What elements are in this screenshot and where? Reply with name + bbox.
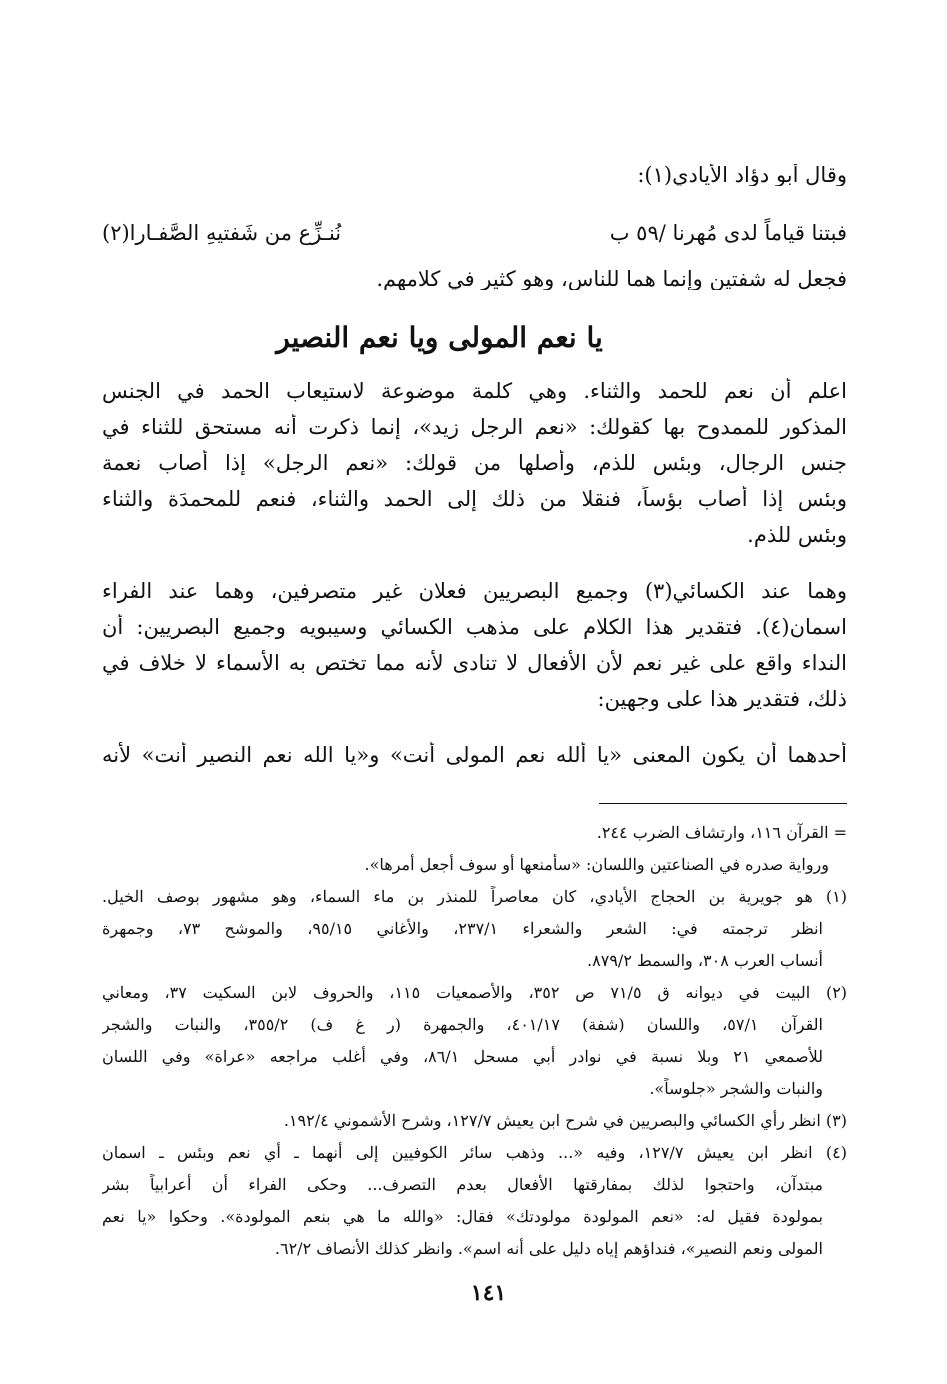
paragraph-line: وبئس للذم.	[747, 523, 847, 547]
footnote-line: ورواية صدره في الصناعتين واللسان: «سأمنعها أو سوف أجعل أمرها».	[364, 855, 829, 874]
paragraph-line: اسمان(٤). فتقدير هذا الكلام على مذهب الكسائي وسيبويه وجميع البصريين: أن	[102, 615, 847, 639]
paragraph-line: وهما عند الكسائي(٣) وجميع البصريين فعلان غير متصرفين، وهما عند الفراء	[102, 579, 847, 603]
paragraph-line: اعلم أن نعم للحمد والثناء. وهي كلمة موضوعة لاستيعاب الحمد في الجنس	[102, 379, 847, 403]
footnote-separator	[599, 803, 847, 804]
paragraph-line: النداء واقع على غير نعم لأن الأفعال لا تنادى لأنه مما تختص به الأسماء لا خلاف في	[102, 651, 847, 675]
footnote-line: (٢) البيت في ديوانه ق ٧١/٥ ص ٣٥٢، والأصمعيات ١١٥، والحروف لابن السكيت ٣٧، ومعاني	[102, 983, 847, 1002]
paragraph-line: ذلك، فتقدير هذا على وجهين:	[597, 687, 847, 711]
intro-line: وقال أبو دؤاد الأيادي(١):	[637, 164, 847, 186]
footnote-line: أنساب العرب ٣٠٨، والسمط ٨٧٩/٢.	[587, 951, 823, 970]
footnote-line: (١) هو جويرية بن الحجاج الأيادي، كان معاصراً للمنذر بن ماء السماء، وهو مشهور بوصف الخيل.	[102, 887, 847, 906]
poetry-verse	[102, 218, 847, 248]
section-heading: يا نعم المولى ويا نعم النصير	[276, 321, 603, 354]
paragraph-line: وبئس إذا أصاب بؤساً، فنقلا من ذلك إلى الحمد والثناء، فنعم للمحمدَة والثناء	[102, 487, 847, 511]
footnote-line: والنبات والشجر «جلوساً».	[649, 1079, 823, 1098]
footnote-line: (٣) انظر رأي الكسائي والبصريين في شرح ابن يعيش ١٢٧/٧، وشرح الأشموني ١٩٢/٤.	[283, 1111, 847, 1130]
footnote-line: انظر ترجمته في: الشعر والشعراء ٢٣٧/١، والأغاني ٩٥/١٥، والموشح ٧٣، وجمهرة	[102, 919, 823, 938]
verse-first-hemistich: فبتنا قياماً لدى مُهرنا /٥٩ ب	[609, 221, 847, 245]
paragraph-line: جنس الرجال، وبئس للذم، وأصلها من قولك: «نعم الرجل» إذا أصاب نعمة	[102, 451, 847, 475]
footnote-line: القرآن ٥٧/١، واللسان (شفة) ٤٠١/١٧، والجمهرة (ر غ ف) ٣٥٥/٢، والنبات والشجر	[102, 1015, 823, 1034]
footnote-line: (٤) انظر ابن يعيش ١٢٧/٧، وفيه «... وذهب سائر الكوفيين إلى أنهما ـ أي نعم وبئس ـ اسمان	[102, 1143, 847, 1162]
intro-line: فجعل له شفتين وإنما هما للناس، وهو كثير في كلامهم.	[376, 268, 847, 290]
footnote-line: مبتدآن، واحتجوا لذلك بمفارقتها الأفعال بعدم التصرف... وحكى الفراء أن أعرابياً بشر	[102, 1175, 823, 1194]
footnote-line: بمولودة فقيل له: «نعم المولودة مولودتك» فقال: «والله ما هي بنعم المولودة». وحكوا «يا نعم	[102, 1207, 823, 1226]
footnote-line: = القرآن ١١٦، وارتشاف الضرب ٢٤٤.	[596, 823, 847, 842]
footnote-line: للأصمعي ٢١ وبلا نسبة في نوادر أبي مسحل ٨٦/١، وفي أغلب مراجعه «عراة» وفي اللسان	[102, 1047, 823, 1066]
paragraph-line: المذكور للممدوح بها كقولك: «نعم الرجل زيد»، إنما ذكرت أنه مستحق للثناء في	[102, 415, 847, 439]
paragraph-line: أحدهما أن يكون المعنى «يا ألله نعم المولى أنت» و«يا الله نعم النصير أنت» لأنه	[102, 743, 847, 767]
footnote-line: المولى ونعم النصير»، فنداؤهم إياه دليل على أنه اسم». وانظر كذلك الأنصاف ٦٢/٢.	[274, 1239, 823, 1258]
verse-second-hemistich: نُنـزِّع من شَفتيهِ الصَّفـارا(٢)	[102, 221, 342, 245]
page-number: ١٤١	[470, 1280, 507, 1306]
